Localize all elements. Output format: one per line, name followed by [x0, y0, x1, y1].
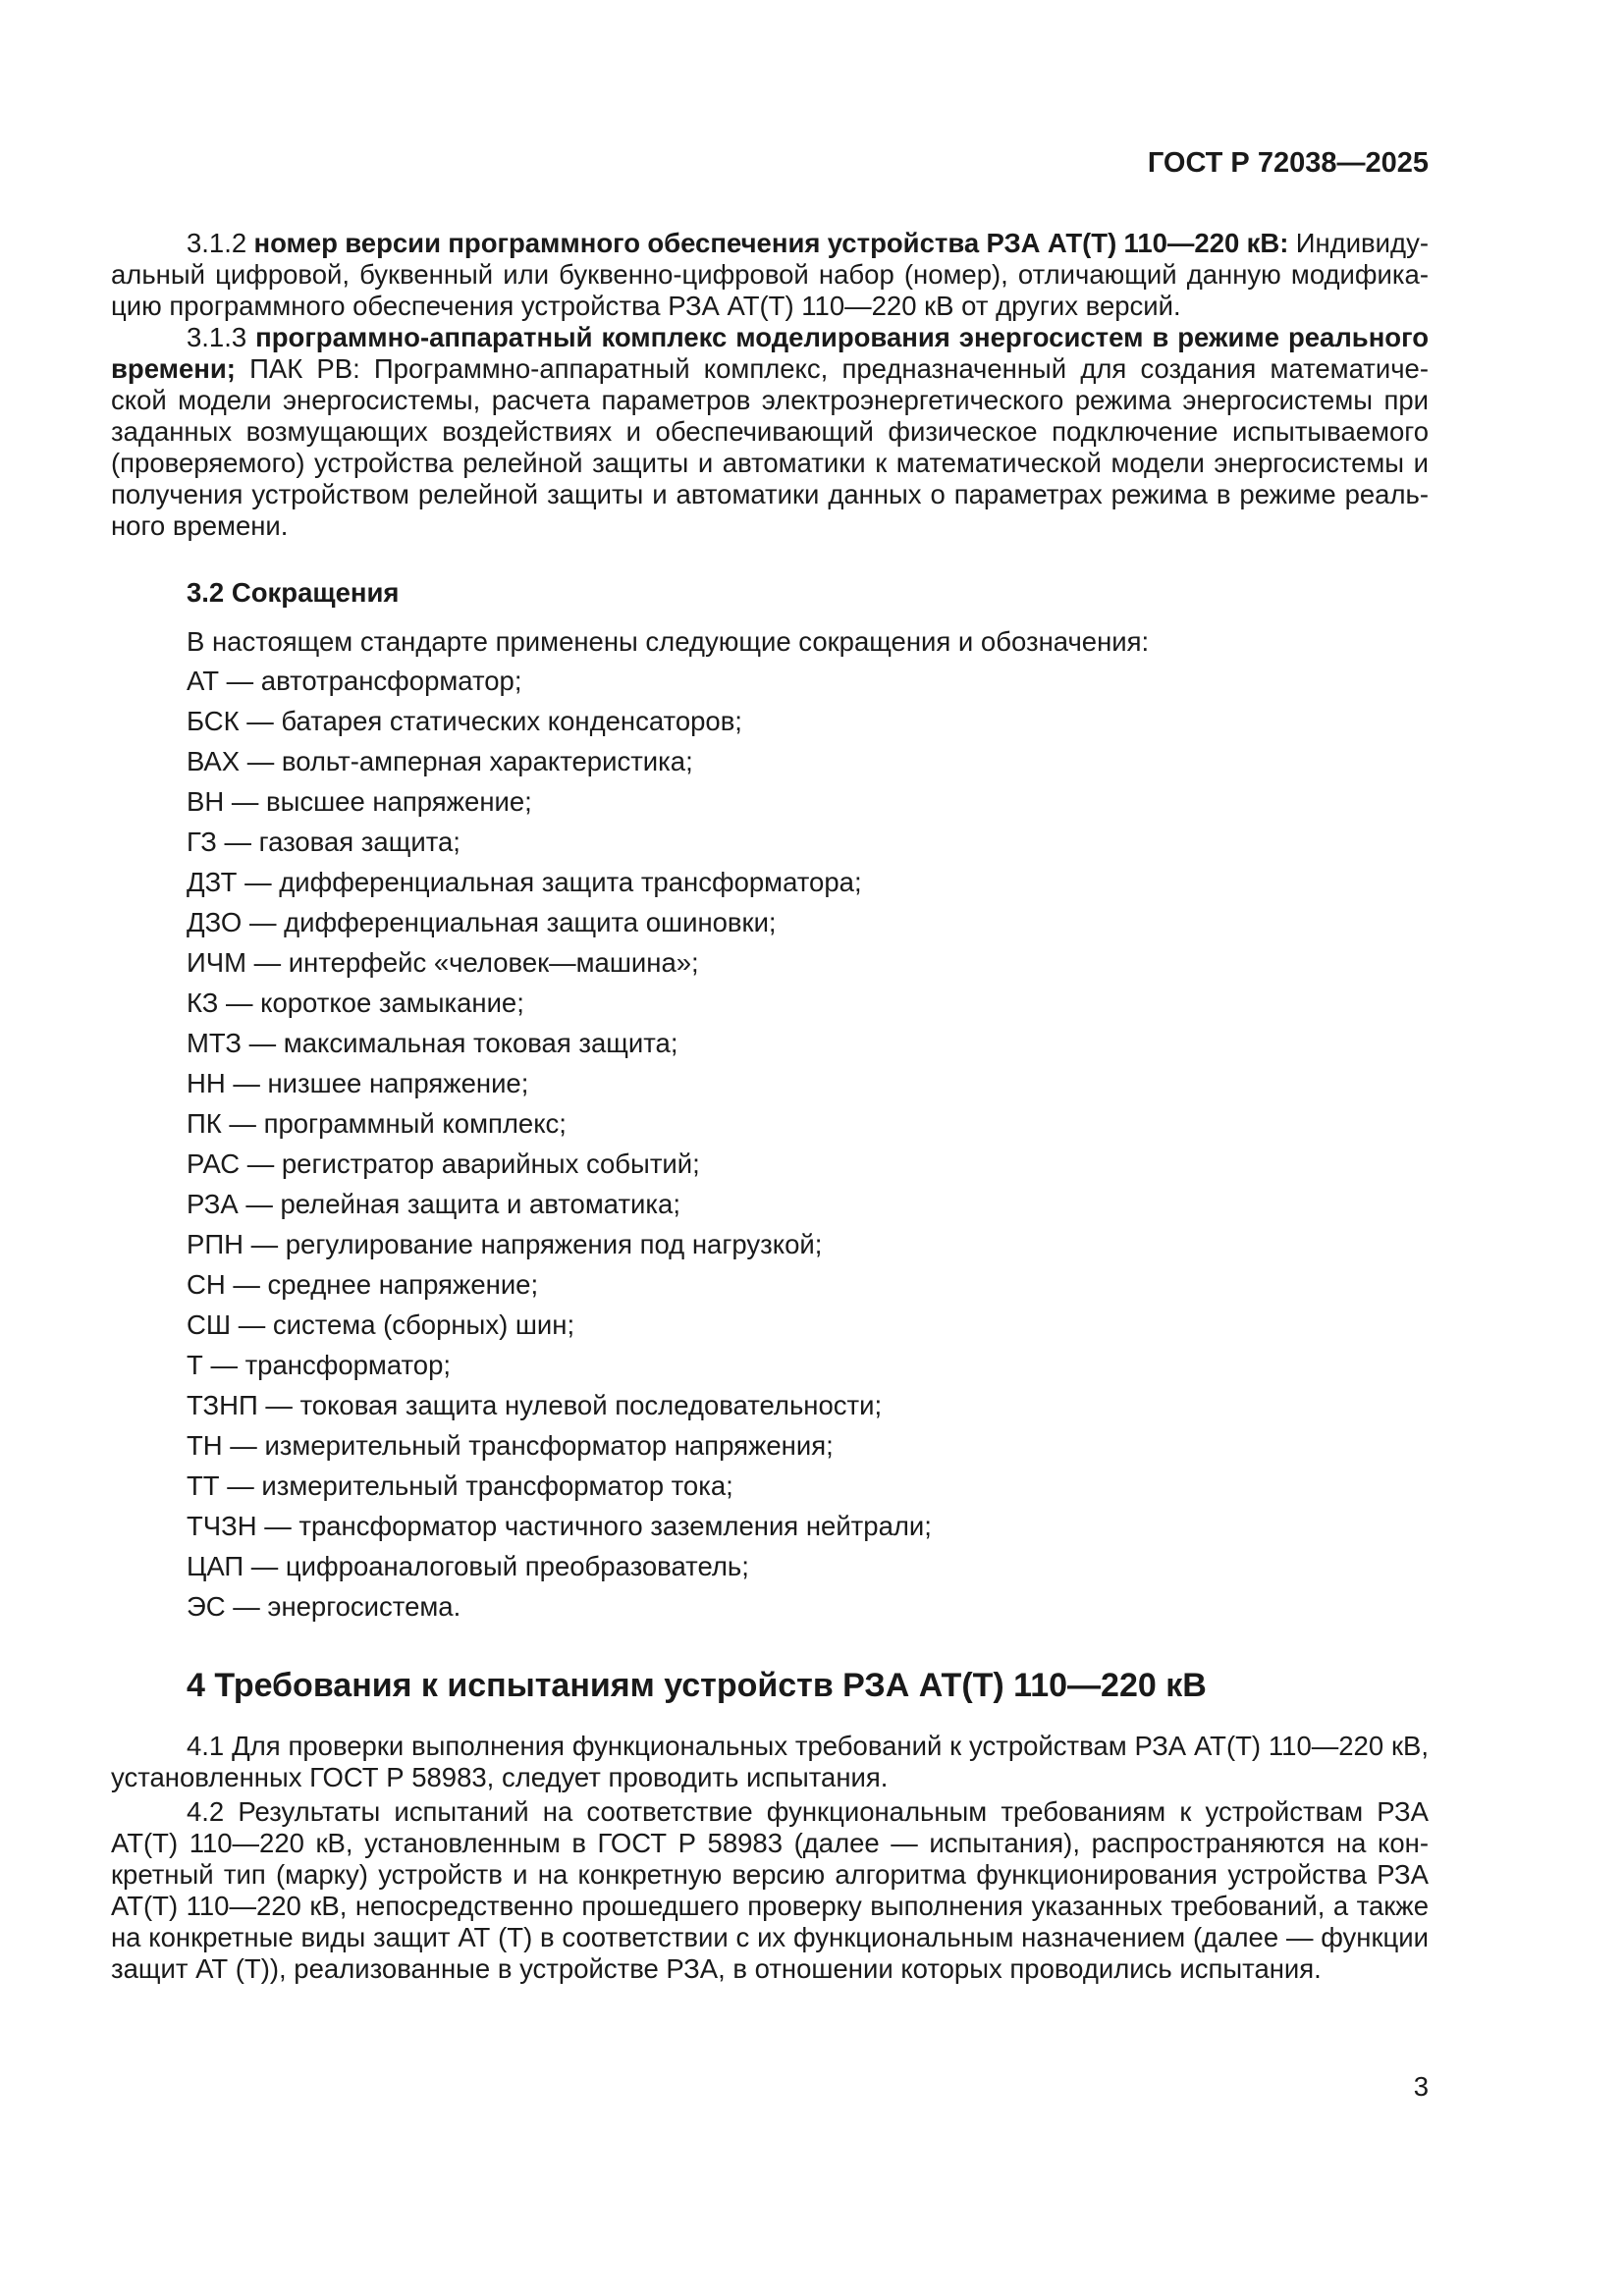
clause-3-1-2-paragraph	[111, 228, 1429, 322]
abbreviation-item: ТТ — измерительный трансформатор тока;	[187, 1470, 733, 1501]
abbreviation-item: КЗ — короткое замыкание;	[187, 988, 524, 1018]
clause-4-1-paragraph	[111, 1731, 1429, 1793]
abbreviation-item: АТ — автотрансформатор;	[187, 666, 522, 696]
text-line: (проверяемого) устройства релейной защиты и автоматики к математической модели энергосистемы и	[111, 448, 1429, 478]
text-line: кретный тип (марку) устройств и на конкретную версию алгоритма функционирования устройства РЗА	[111, 1859, 1429, 1890]
abbreviation-item: ТН — измерительный трансформатор напряжения;	[187, 1430, 834, 1461]
abbreviation-item: ДЗТ — дифференциальная защита трансформатора;	[187, 867, 862, 897]
text-line: защит АТ (Т)), реализованные в устройстве РЗА, в отношении которых проводились испытания.	[111, 1953, 1322, 1984]
section-4-heading: 4 Требования к испытаниям устройств РЗА АТ(Т) 110—220 кВ	[187, 1667, 1207, 1704]
abbreviation-item: РПН — регулирование напряжения под нагрузкой;	[187, 1229, 823, 1259]
text-line: 4.1 Для проверки выполнения функциональных требований к устройствам РЗА АТ(Т) 110—220 кВ,	[187, 1731, 1429, 1761]
abbreviations-intro: В настоящем стандарте применены следующие сокращения и обозначения:	[187, 626, 1150, 657]
text-line: 3.1.2 номер версии программного обеспечения устройства РЗА АТ(Т) 110—220 кВ: Индивиду-	[187, 228, 1429, 258]
abbreviation-item: ДЗО — дифференциальная защита ошиновки;	[187, 907, 777, 937]
subheading-abbreviations: 3.2 Сокращения	[187, 577, 400, 608]
abbreviation-item: НН — низшее напряжение;	[187, 1068, 529, 1098]
text-line: АТ(Т) 110—220 кВ, установленным в ГОСТ Р 58983 (далее — испытания), распространяются на кон-	[111, 1828, 1429, 1858]
abbreviation-item: СН — среднее напряжение;	[187, 1269, 539, 1300]
abbreviation-item: ТЗНП — токовая защита нулевой последовательности;	[187, 1390, 883, 1420]
text-line: 3.1.3 программно-аппаратный комплекс моделирования энергосистем в режиме реального	[187, 322, 1429, 352]
abbreviation-item: МТЗ — максимальная токовая защита;	[187, 1028, 678, 1058]
abbreviation-item: ЦАП — цифроаналоговый преобразователь;	[187, 1551, 749, 1581]
text-line: на конкретные виды защит АТ (Т) в соответствии с их функциональным назначением (далее — функции	[111, 1922, 1429, 1952]
abbreviation-item: ГЗ — газовая защита;	[187, 827, 460, 857]
abbreviation-item: ВН — высшее напряжение;	[187, 786, 532, 817]
text-line: альный цифровой, буквенный или буквенно-цифровой набор (номер), отличающий данную модифика-	[111, 259, 1429, 290]
abbreviation-item: РАС — регистратор аварийных событий;	[187, 1148, 700, 1179]
abbreviation-item: ИЧМ — интерфейс «человек—машина»;	[187, 947, 699, 978]
text-line: ного времени.	[111, 510, 289, 541]
abbreviation-item: ЭС — энергосистема.	[187, 1591, 461, 1622]
text-line: заданных возмущающих воздействиях и обеспечивающий физическое подключение испытываемого	[111, 416, 1429, 447]
abbreviations-list	[111, 661, 1429, 1627]
text-line: времени; ПАК РВ: Программно-аппаратный комплекс, предназначенный для создания математиче-	[111, 353, 1429, 384]
abbreviation-item: ТЧЗН — трансформатор частичного заземления нейтрали;	[187, 1511, 932, 1541]
text-line: установленных ГОСТ Р 58983, следует проводить испытания.	[111, 1762, 889, 1792]
text-line: цию программного обеспечения устройства РЗА АТ(Т) 110—220 кВ от других версий.	[111, 291, 1181, 321]
abbreviation-item: БСК — батарея статических конденсаторов;	[187, 706, 742, 736]
page-number: 3	[1413, 2071, 1429, 2102]
text-line: 4.2 Результаты испытаний на соответствие функциональным требованиям к устройствам РЗА	[187, 1796, 1429, 1827]
abbreviation-item: СШ — система (сборных) шин;	[187, 1309, 575, 1340]
abbreviation-item: РЗА — релейная защита и автоматика;	[187, 1189, 680, 1219]
text-line: АТ(Т) 110—220 кВ, непосредственно прошедшего проверку выполнения указанных требований, а также	[111, 1891, 1429, 1921]
doc-number-header: ГОСТ Р 72038—2025	[1147, 147, 1429, 179]
clause-4-2-paragraph	[111, 1796, 1429, 1985]
text-line: ской модели энергосистемы, расчета параметров электроэнергетического режима энергосистемы при	[111, 385, 1429, 415]
abbreviation-item: ПК — программный комплекс;	[187, 1108, 567, 1139]
abbreviation-item: Т — трансформатор;	[187, 1350, 452, 1380]
abbreviation-item: ВАХ — вольт-амперная характеристика;	[187, 746, 693, 776]
text-line: получения устройством релейной защиты и автоматики данных о параметрах режима в режиме реаль-	[111, 479, 1429, 509]
clause-3-1-3-paragraph	[111, 322, 1429, 542]
